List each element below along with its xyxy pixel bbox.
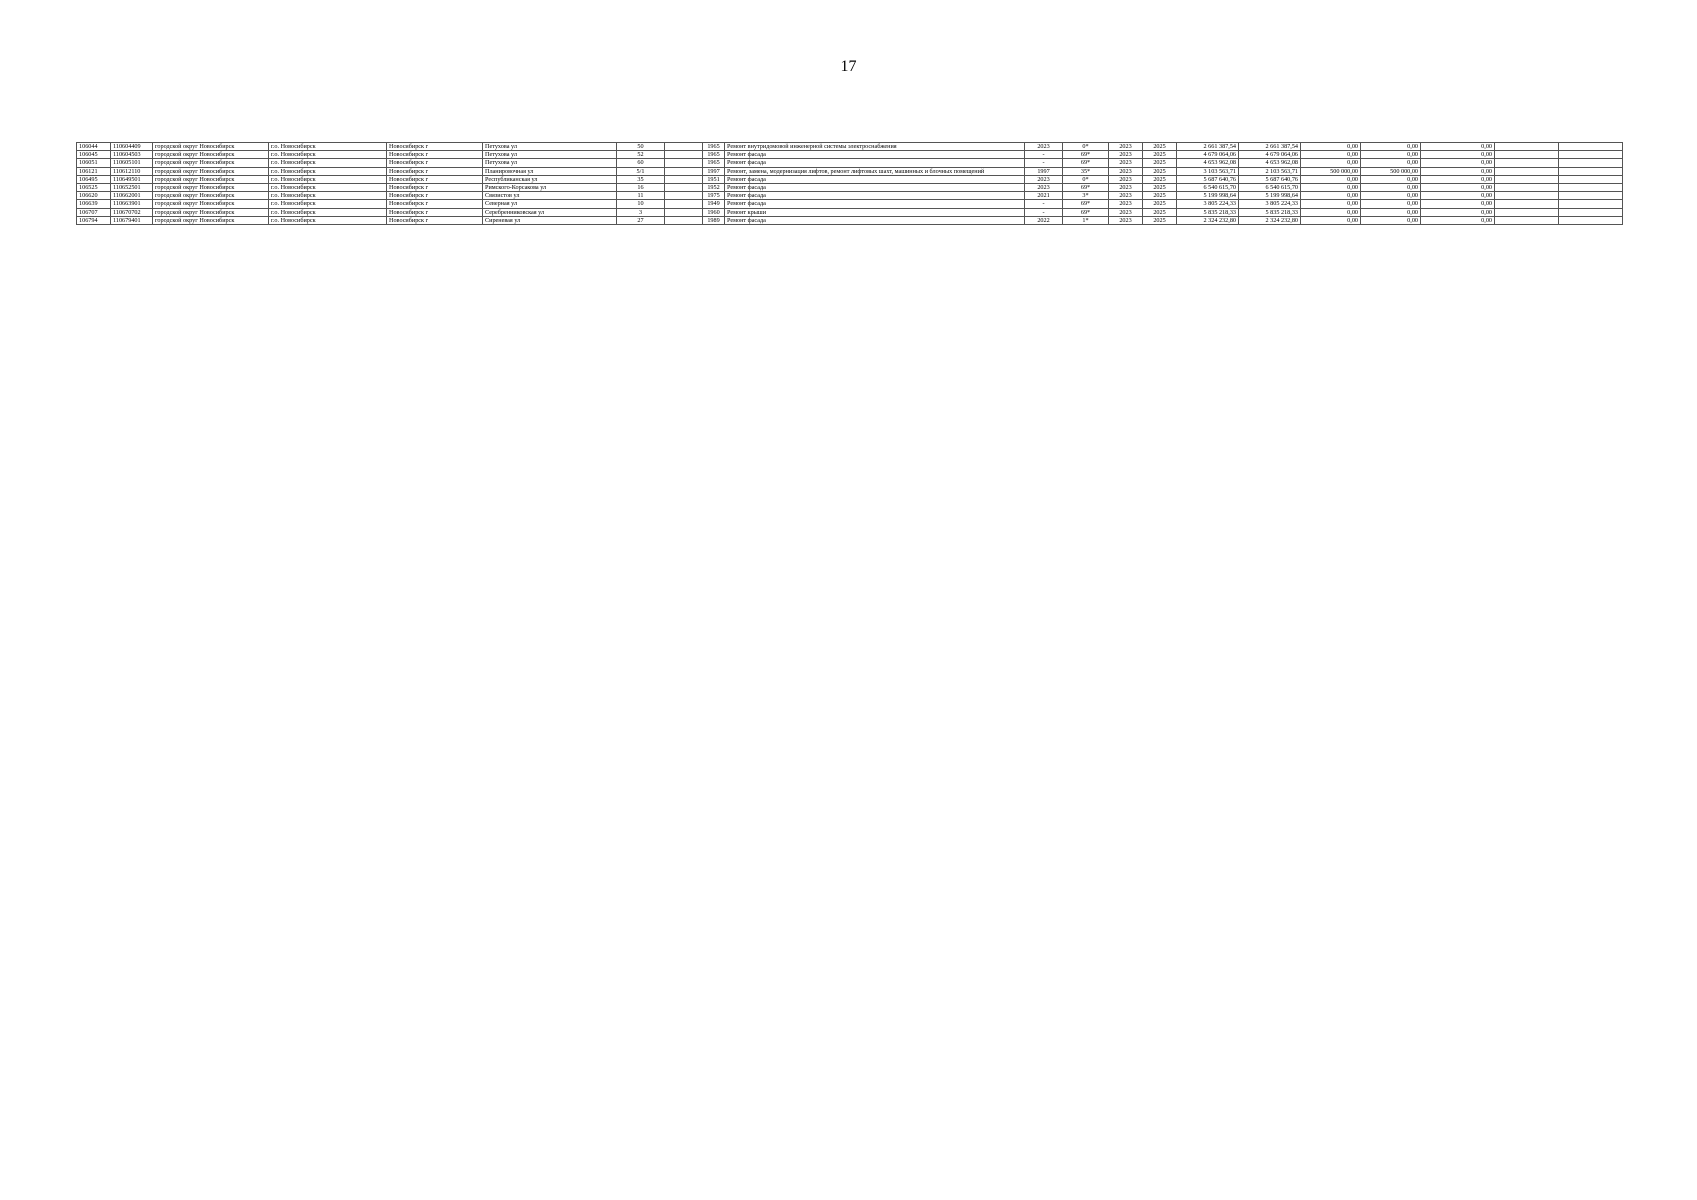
cell-cost-total: 5 835 218,33 [1177,208,1239,216]
cell-cost-fund: 3 805 224,33 [1239,200,1301,208]
cell-cost-a: 0,00 [1301,143,1361,151]
cell-year: 1965 [703,143,725,151]
cell-tail1 [1495,159,1559,167]
cell-plan-to: 2025 [1143,200,1177,208]
cell-tail1 [1495,200,1559,208]
cell-plan-to: 2025 [1143,143,1177,151]
cell-city: Новосибирск г [387,159,483,167]
table-row [77,143,1623,151]
cell-go: г.о. Новосибирск [269,184,387,192]
cell-tail2 [1559,192,1623,200]
cell-year: 1952 [703,184,725,192]
cell-id: 106794 [77,216,111,224]
cell-id: 106639 [77,200,111,208]
cell-tail1 [1495,167,1559,175]
cell-cost-a: 0,00 [1301,159,1361,167]
cell-cost-c: 0,00 [1421,167,1495,175]
cell-cost-a: 0,00 [1301,200,1361,208]
cell-id: 106525 [77,184,111,192]
cell-okrug: городской округ Новосибирск [153,151,269,159]
cell-tail2 [1559,200,1623,208]
cell-cost-total: 5 199 998,64 [1177,192,1239,200]
cell-cost-total: 2 324 232,80 [1177,216,1239,224]
cell-okrug: городской округ Новосибирск [153,175,269,183]
table-row [77,167,1623,175]
table-row [77,184,1623,192]
cell-plan-from: 2023 [1109,184,1143,192]
cell-cost-a: 0,00 [1301,151,1361,159]
cell-house: 10 [617,200,665,208]
cell-plan-to: 2025 [1143,216,1177,224]
cell-tail1 [1495,151,1559,159]
cell-cost-b: 500 000,00 [1361,167,1421,175]
cell-cost-a: 0,00 [1301,175,1361,183]
cell-work: Ремонт фасада [725,175,1025,183]
cell-work: Ремонт фасада [725,151,1025,159]
cell-wear: 0* [1063,175,1109,183]
cell-cost-b: 0,00 [1361,192,1421,200]
cell-plan-from: 2023 [1109,200,1143,208]
cell-cost-c: 0,00 [1421,184,1495,192]
cell-go: г.о. Новосибирск [269,192,387,200]
table-row [77,200,1623,208]
cell-year: 1997 [703,167,725,175]
cell-okrug: городской округ Новосибирск [153,143,269,151]
cell-work: Ремонт внутридомовой инженерной системы электроснабжения [725,143,1025,151]
cell-last-repair: 1997 [1025,167,1063,175]
cell-okrug: городской округ Новосибирск [153,216,269,224]
cell-blank [665,216,703,224]
cell-cost-a: 500 000,00 [1301,167,1361,175]
cell-wear: 69* [1063,151,1109,159]
cell-cost-total: 2 661 387,54 [1177,143,1239,151]
cell-code: 110605101 [111,159,153,167]
cell-work: Ремонт фасада [725,184,1025,192]
cell-cost-fund: 4 679 064,06 [1239,151,1301,159]
cell-cost-fund: 2 324 232,80 [1239,216,1301,224]
cell-plan-from: 2023 [1109,159,1143,167]
cell-house: 52 [617,151,665,159]
cell-okrug: городской округ Новосибирск [153,208,269,216]
cell-blank [665,159,703,167]
cell-cost-total: 4 679 064,06 [1177,151,1239,159]
cell-year: 1960 [703,208,725,216]
cell-cost-a: 0,00 [1301,216,1361,224]
cell-go: г.о. Новосибирск [269,216,387,224]
cell-street: Планировочная ул [483,167,617,175]
cell-cost-b: 0,00 [1361,208,1421,216]
cell-blank [665,192,703,200]
cell-city: Новосибирск г [387,200,483,208]
cell-go: г.о. Новосибирск [269,175,387,183]
cell-go: г.о. Новосибирск [269,143,387,151]
cell-code: 110670702 [111,208,153,216]
cell-city: Новосибирск г [387,167,483,175]
cell-cost-b: 0,00 [1361,184,1421,192]
cell-plan-from: 2023 [1109,167,1143,175]
cell-cost-fund: 5 835 218,33 [1239,208,1301,216]
cell-go: г.о. Новосибирск [269,167,387,175]
cell-cost-b: 0,00 [1361,143,1421,151]
cell-plan-to: 2025 [1143,192,1177,200]
cell-plan-from: 2023 [1109,143,1143,151]
cell-cost-total: 5 687 640,76 [1177,175,1239,183]
cell-plan-from: 2023 [1109,208,1143,216]
cell-cost-c: 0,00 [1421,175,1495,183]
cell-year: 1951 [703,175,725,183]
cell-house: 50 [617,143,665,151]
cell-city: Новосибирск г [387,175,483,183]
cell-city: Новосибирск г [387,151,483,159]
cell-city: Новосибирск г [387,143,483,151]
cell-year: 1965 [703,151,725,159]
cell-go: г.о. Новосибирск [269,159,387,167]
cell-tail2 [1559,175,1623,183]
cell-wear: 0* [1063,143,1109,151]
cell-wear: 69* [1063,184,1109,192]
cell-id: 106051 [77,159,111,167]
page-number: 17 [840,58,857,75]
cell-house: 35 [617,175,665,183]
cell-id: 106044 [77,143,111,151]
cell-cost-fund: 2 661 387,54 [1239,143,1301,151]
cell-cost-total: 4 653 962,08 [1177,159,1239,167]
cell-last-repair: 2023 [1025,143,1063,151]
cell-cost-c: 0,00 [1421,151,1495,159]
cell-id: 106620 [77,192,111,200]
cell-cost-total: 6 540 615,70 [1177,184,1239,192]
cell-tail2 [1559,143,1623,151]
cell-street: Республиканская ул [483,175,617,183]
cell-wear: 3* [1063,192,1109,200]
cell-work: Ремонт фасада [725,200,1025,208]
cell-code: 110604409 [111,143,153,151]
cell-work: Ремонт фасада [725,216,1025,224]
cell-code: 110663901 [111,200,153,208]
cell-wear: 1* [1063,216,1109,224]
cell-id: 106045 [77,151,111,159]
cell-plan-to: 2025 [1143,184,1177,192]
cell-tail1 [1495,192,1559,200]
cell-house: 11 [617,192,665,200]
cell-street: Римского-Корсакова ул [483,184,617,192]
table-body [77,143,1623,225]
table-row [77,216,1623,224]
cell-last-repair: - [1025,159,1063,167]
cell-wear: 69* [1063,159,1109,167]
cell-street: Серебренниковская ул [483,208,617,216]
cell-year: 1989 [703,216,725,224]
cell-go: г.о. Новосибирск [269,200,387,208]
cell-plan-to: 2025 [1143,208,1177,216]
cell-city: Новосибирск г [387,208,483,216]
cell-code: 110612110 [111,167,153,175]
cell-cost-c: 0,00 [1421,143,1495,151]
cell-last-repair: 2021 [1025,192,1063,200]
cell-cost-c: 0,00 [1421,208,1495,216]
cell-okrug: городской округ Новосибирск [153,184,269,192]
cell-house: 27 [617,216,665,224]
cell-cost-c: 0,00 [1421,216,1495,224]
cell-street: Связистов ул [483,192,617,200]
cell-code: 110652501 [111,184,153,192]
cell-wear: 69* [1063,208,1109,216]
cell-year: 1965 [703,159,725,167]
cell-tail2 [1559,216,1623,224]
cell-cost-total: 3 103 563,71 [1177,167,1239,175]
cell-house: 5/1 [617,167,665,175]
cell-tail1 [1495,143,1559,151]
cell-blank [665,200,703,208]
cell-cost-fund: 5 199 998,64 [1239,192,1301,200]
repair-program-table [76,142,1623,225]
cell-code: 110662001 [111,192,153,200]
cell-blank [665,143,703,151]
cell-last-repair: 2022 [1025,216,1063,224]
cell-cost-b: 0,00 [1361,175,1421,183]
cell-street: Петухова ул [483,151,617,159]
cell-street: Петухова ул [483,159,617,167]
cell-id: 106495 [77,175,111,183]
cell-cost-a: 0,00 [1301,192,1361,200]
cell-cost-fund: 6 540 615,70 [1239,184,1301,192]
cell-plan-from: 2023 [1109,192,1143,200]
cell-work: Ремонт фасада [725,192,1025,200]
cell-cost-c: 0,00 [1421,159,1495,167]
cell-cost-fund: 4 653 962,08 [1239,159,1301,167]
cell-last-repair: - [1025,200,1063,208]
cell-go: г.о. Новосибирск [269,151,387,159]
cell-blank [665,151,703,159]
cell-tail2 [1559,151,1623,159]
cell-city: Новосибирск г [387,216,483,224]
cell-cost-a: 0,00 [1301,208,1361,216]
cell-code: 110679401 [111,216,153,224]
cell-cost-b: 0,00 [1361,151,1421,159]
table-row [77,175,1623,183]
cell-plan-from: 2023 [1109,175,1143,183]
cell-work: Ремонт, замена, модернизация лифтов, ремонт лифтовых шахт, машинных и блочных помещений [725,167,1025,175]
cell-tail2 [1559,208,1623,216]
cell-year: 1949 [703,200,725,208]
cell-okrug: городской округ Новосибирск [153,159,269,167]
cell-blank [665,167,703,175]
cell-tail2 [1559,184,1623,192]
cell-house: 3 [617,208,665,216]
cell-okrug: городской округ Новосибирск [153,200,269,208]
cell-id: 106707 [77,208,111,216]
cell-work: Ремонт крыши [725,208,1025,216]
cell-tail2 [1559,167,1623,175]
cell-cost-b: 0,00 [1361,216,1421,224]
cell-last-repair: 2023 [1025,175,1063,183]
cell-year: 1975 [703,192,725,200]
cell-cost-total: 3 805 224,33 [1177,200,1239,208]
cell-cost-fund: 5 687 640,76 [1239,175,1301,183]
cell-last-repair: - [1025,208,1063,216]
cell-tail1 [1495,216,1559,224]
cell-plan-to: 2025 [1143,151,1177,159]
table-row [77,208,1623,216]
cell-street: Сиреневая ул [483,216,617,224]
cell-code: 110604503 [111,151,153,159]
table-row [77,151,1623,159]
cell-okrug: городской округ Новосибирск [153,192,269,200]
cell-tail1 [1495,175,1559,183]
table-row [77,159,1623,167]
cell-wear: 35* [1063,167,1109,175]
cell-go: г.о. Новосибирск [269,208,387,216]
cell-last-repair: - [1025,151,1063,159]
cell-cost-a: 0,00 [1301,184,1361,192]
cell-last-repair: 2023 [1025,184,1063,192]
cell-street: Петухова ул [483,143,617,151]
cell-blank [665,184,703,192]
cell-id: 106121 [77,167,111,175]
cell-city: Новосибирск г [387,184,483,192]
cell-blank [665,175,703,183]
cell-plan-from: 2023 [1109,151,1143,159]
cell-code: 110649501 [111,175,153,183]
cell-plan-to: 2025 [1143,159,1177,167]
cell-cost-c: 0,00 [1421,200,1495,208]
cell-work: Ремонт фасада [725,159,1025,167]
cell-plan-to: 2025 [1143,175,1177,183]
cell-house: 16 [617,184,665,192]
cell-plan-from: 2023 [1109,216,1143,224]
cell-blank [665,208,703,216]
cell-house: 60 [617,159,665,167]
cell-tail1 [1495,208,1559,216]
cell-cost-fund: 2 103 563,71 [1239,167,1301,175]
cell-city: Новосибирск г [387,192,483,200]
cell-street: Северная ул [483,200,617,208]
cell-wear: 69* [1063,200,1109,208]
cell-plan-to: 2025 [1143,167,1177,175]
cell-cost-b: 0,00 [1361,200,1421,208]
table-row [77,192,1623,200]
cell-tail2 [1559,159,1623,167]
cell-tail1 [1495,184,1559,192]
cell-okrug: городской округ Новосибирск [153,167,269,175]
repair-program-table-wrap [76,142,1622,225]
cell-cost-b: 0,00 [1361,159,1421,167]
cell-cost-c: 0,00 [1421,192,1495,200]
